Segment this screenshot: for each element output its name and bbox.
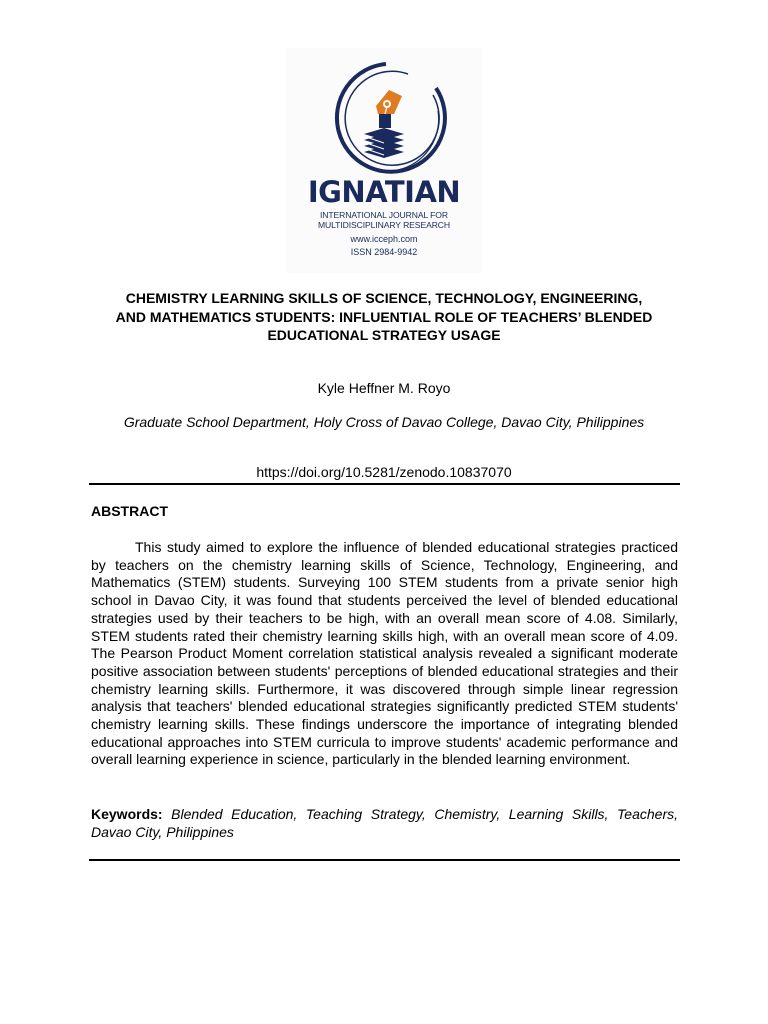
journal-logo <box>286 48 482 273</box>
doi-link[interactable]: https://doi.org/10.5281/zenodo.10837070 <box>256 464 512 480</box>
journal-issn: ISSN 2984-9942 <box>350 247 418 257</box>
paper-title-line: AND MATHEMATICS STUDENTS: INFLUENTIAL ROLE OF TEACHERS’ BLENDED <box>115 308 653 325</box>
keywords-label: Keywords: <box>91 806 163 822</box>
journal-subtitle <box>286 210 482 230</box>
author-name: Kyle Heffner M. Royo <box>317 380 451 396</box>
top-divider <box>89 483 680 485</box>
bottom-divider <box>89 859 680 861</box>
keywords <box>91 806 678 841</box>
author-affiliation: Graduate School Department, Holy Cross of Davao College, Davao City, Philippines <box>123 414 645 430</box>
journal-subtitle-line: INTERNATIONAL JOURNAL FOR <box>319 210 448 220</box>
paper-title <box>84 289 684 345</box>
journal-website: www.icceph.com <box>350 234 418 244</box>
keywords-list: Blended Education, Teaching Strategy, Chemistry, Learning Skills, Teachers, Davao City, Philippines <box>91 806 678 840</box>
pen-nib-on-book-stack-icon <box>286 48 482 178</box>
journal-name: IGNATIAN <box>307 175 461 209</box>
paper-title-line: EDUCATIONAL STRATEGY USAGE <box>267 327 501 343</box>
journal-subtitle-line: MULTIDISCIPLINARY RESEARCH <box>317 220 451 230</box>
abstract-text: This study aimed to explore the influence of blended educational strategies practiced by teachers on the chemistry learning skills of Science, Technology, Engineering, and Mathematics (STEM) students. Surveying 100 STEM students from a private senior high school in Davao City, it was found that students perceived the level of blended educational strategies used by their teachers to be high, with an overall mean score of 4.08. Similarly, STEM students rated their chemistry learning skills high, with an overall mean score of 4.09. The Pearson Product Moment correlation statistical analysis revealed a significant moderate positive association between students' perceptions of blended educational strategies and their chemistry learning skills. Furthermore, it was discovered through simple linear regression analysis that teachers' blended educational strategies significantly predicted STEM students' chemistry learning skills. These findings underscore the importance of integrating blended educational approaches into STEM curricula to improve students' academic performance and overall learning experience in science, particularly in the blended learning environment. <box>91 539 678 768</box>
paper-title-line: CHEMISTRY LEARNING SKILLS OF SCIENCE, TECHNOLOGY, ENGINEERING, <box>125 290 643 306</box>
abstract-heading: ABSTRACT <box>91 503 168 519</box>
